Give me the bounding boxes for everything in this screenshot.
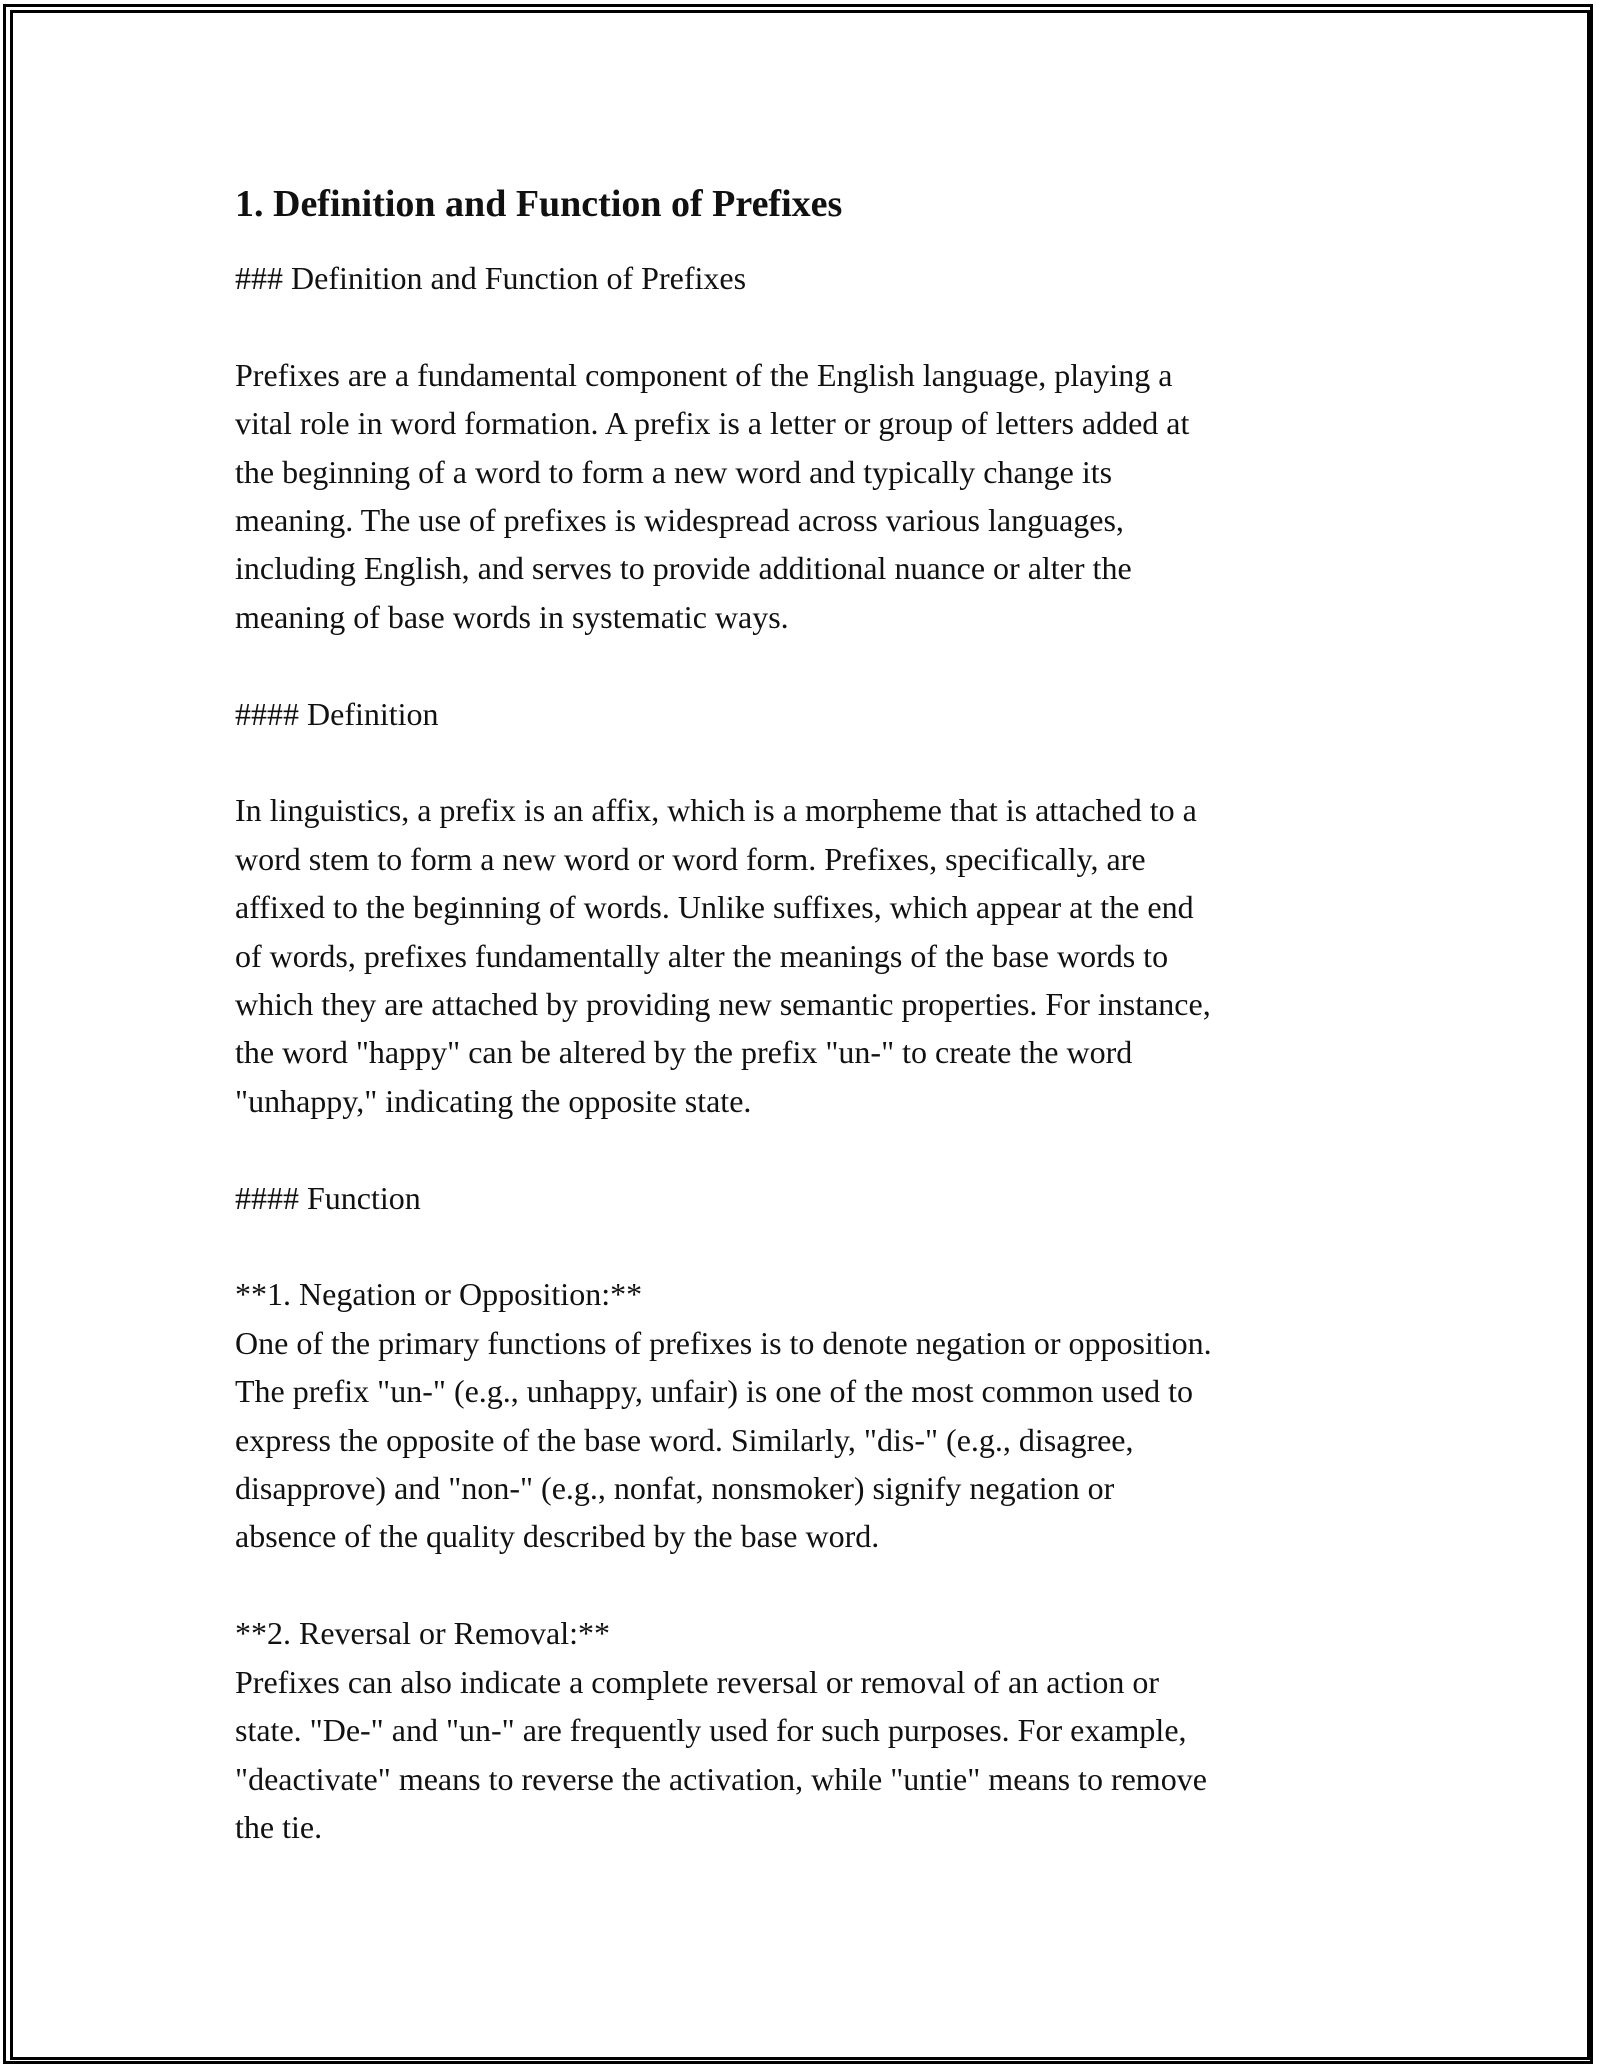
subheading-definition-and-function: ### Definition and Function of Prefixes	[235, 260, 747, 296]
definition-paragraph: In linguistics, a prefix is an affix, which is a morpheme that is attached to a word stem to form a new word or word form. Prefixes, specifically, are affixed to the beginning of words. Unlike suffixes, which appear at the end of words, prefixes fundamentally alter the meanings of the base words to which they are attached by providing new semantic properties. For instance, the word "happy" can be altered by the prefix "un-" to create the word "unhappy," indicating the opposite state.	[235, 792, 1211, 1119]
function-reversal-paragraph: **2. Reversal or Removal:** Prefixes can also indicate a complete reversal or removal of an action or state. "De-" and "un-" are frequently used for such purposes. For example, "deactivate" means to reverse the activation, while "untie" means to remove the tie.	[235, 1615, 1207, 1845]
document-body	[235, 180, 1385, 1900]
subheading-definition: #### Definition	[235, 695, 439, 732]
subheading-function: #### Function	[235, 1179, 421, 1216]
intro-paragraph: Prefixes are a fundamental component of the English language, playing a vital role in word formation. A prefix is a letter or group of letters added at the beginning of a word to form a new word and typically change its meaning. The use of prefixes is widespread across various languages, including English, and serves to provide additional nuance or alter the meaning of base words in systematic ways.	[235, 356, 1190, 635]
function-negation-paragraph: **1. Negation or Opposition:** One of the primary functions of prefixes is to denote negation or opposition. The prefix "un-" (e.g., unhappy, unfair) is one of the most common used to express the opposite of the base word. Similarly, "dis-" (e.g., disagree, disapprove) and "non-" (e.g., nonfat, nonsmoker) signify negation or absence of the quality described by the base word.	[235, 1276, 1212, 1555]
document-title: 1. Definition and Function of Prefixes	[235, 183, 843, 225]
